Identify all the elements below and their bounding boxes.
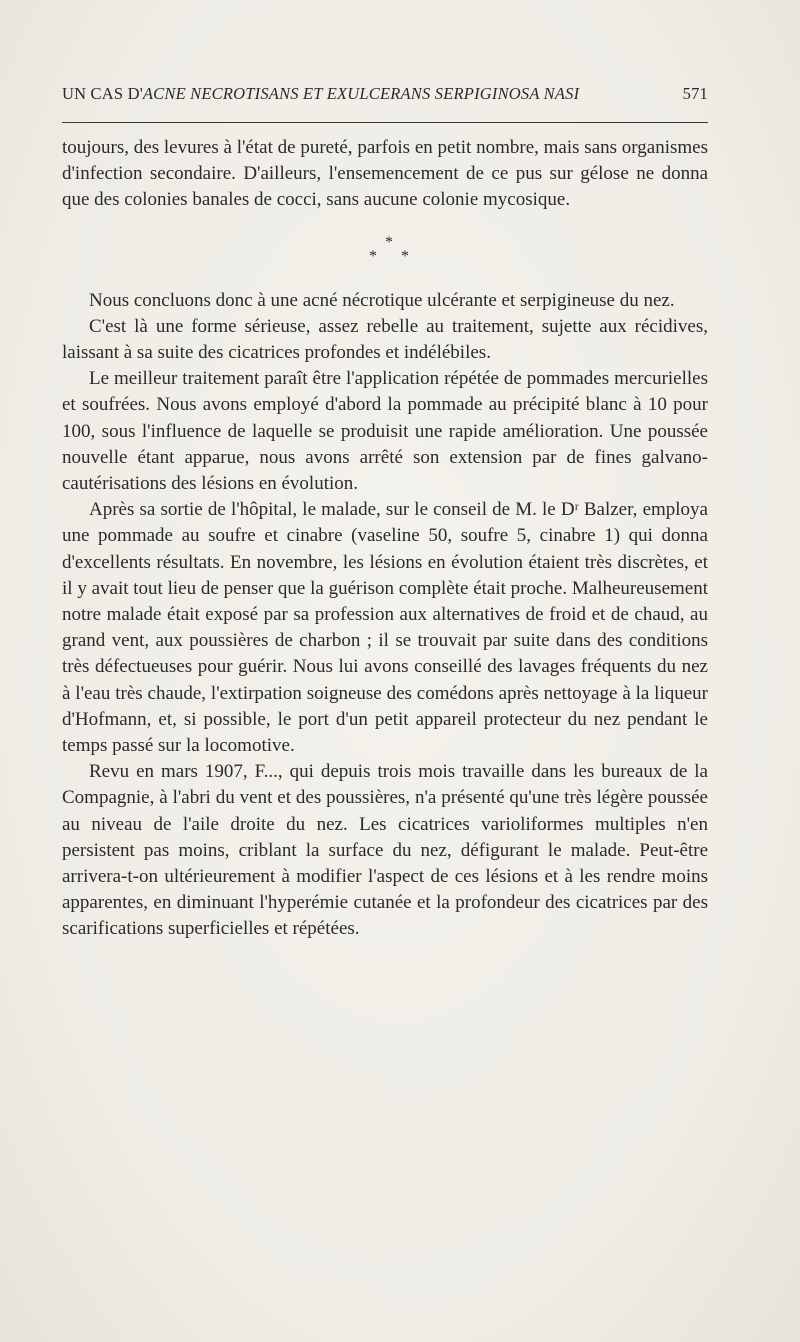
paragraph-revu: Revu en mars 1907, F..., qui depuis trois mois travaille dans les bureaux de la Compagnie, à l'abri du vent et des poussières, n'a présenté qu'une très légère poussée au niveau de l'aile droite du nez. Les cicatrices varioliformes multiples n'en persistent pas moins, criblant la surface du nez, défigurant le malade. Peut-être arrivera-t-on ultérieurement à modifier l'aspect de ces lésions et à les rendre moins apparentes, en diminuant l'hyperémie cutanée et la profondeur des cicatrices par des scarifications superficielles et répétées. [62,761,708,940]
asterism [62,233,708,265]
paragraph-continued: toujours, des levures à l'état de pureté, parfois en petit nombre, mais sans organismes d'infection secondaire. D'ailleurs, l'ensemencement de ce pus sur gélose ne donna que des colonies banales de cocci, sans aucune colonie mycosique. [62,137,708,211]
header-rule [62,122,708,123]
running-head [62,84,708,108]
running-head-title-roman: UN CAS D' [62,84,143,103]
paragraph-traitement: Le meilleur traitement paraît être l'application répétée de pommades mercurielles et soufrées. Nous avons employé d'abord la pommade au précipité blanc à 10 pour 100, sous l'influence de laquelle se produisit une rapide amélioration. Une poussée nouvelle étant apparue, nous avons arrêté son extension par de fines galvano-cautérisations des lésions en évolution. [62,368,708,495]
running-head-title [62,84,579,104]
page-number: 571 [682,84,708,103]
paragraph-forme: C'est là une forme sérieuse, assez rebelle au traitement, sujette aux récidives, laissant à sa suite des cicatrices profondes et indélébiles. [62,315,708,364]
asterism-top: * [385,233,393,251]
asterism-bottom: * * [369,247,419,265]
body-text [62,135,708,943]
paragraph-conclusion: Nous concluons donc à une acné nécrotique ulcérante et serpigineuse du nez. [89,289,675,311]
running-head-title-italic: ACNE NECROTISANS ET EXULCERANS SERPIGINOSA NASI [142,84,580,103]
paragraph-sortie: Après sa sortie de l'hôpital, le malade, sur le conseil de M. le Dʳ Balzer, employa une pommade au soufre et cinabre (vaseline 50, soufre 5, cinabre 1) qui donna d'excellents résultats. En novembre, les lésions en évolution étaient très discrètes, et il y avait tout lieu de penser que la guérison complète était proche. Malheureusement notre malade était exposé par sa profession aux alternatives de froid et de chaud, au grand vent, aux poussières de charbon ; il se trouvait par suite dans des conditions très défectueuses pour guérir. Nous lui avons conseillé des lavages fréquents du nez à l'eau très chaude, l'extirpation soigneuse des comédons après nettoyage à la liqueur d'Hofmann, et, si possible, le port d'un petit appareil protecteur du nez pendant le temps passé sur la locomotive. [62,499,708,757]
